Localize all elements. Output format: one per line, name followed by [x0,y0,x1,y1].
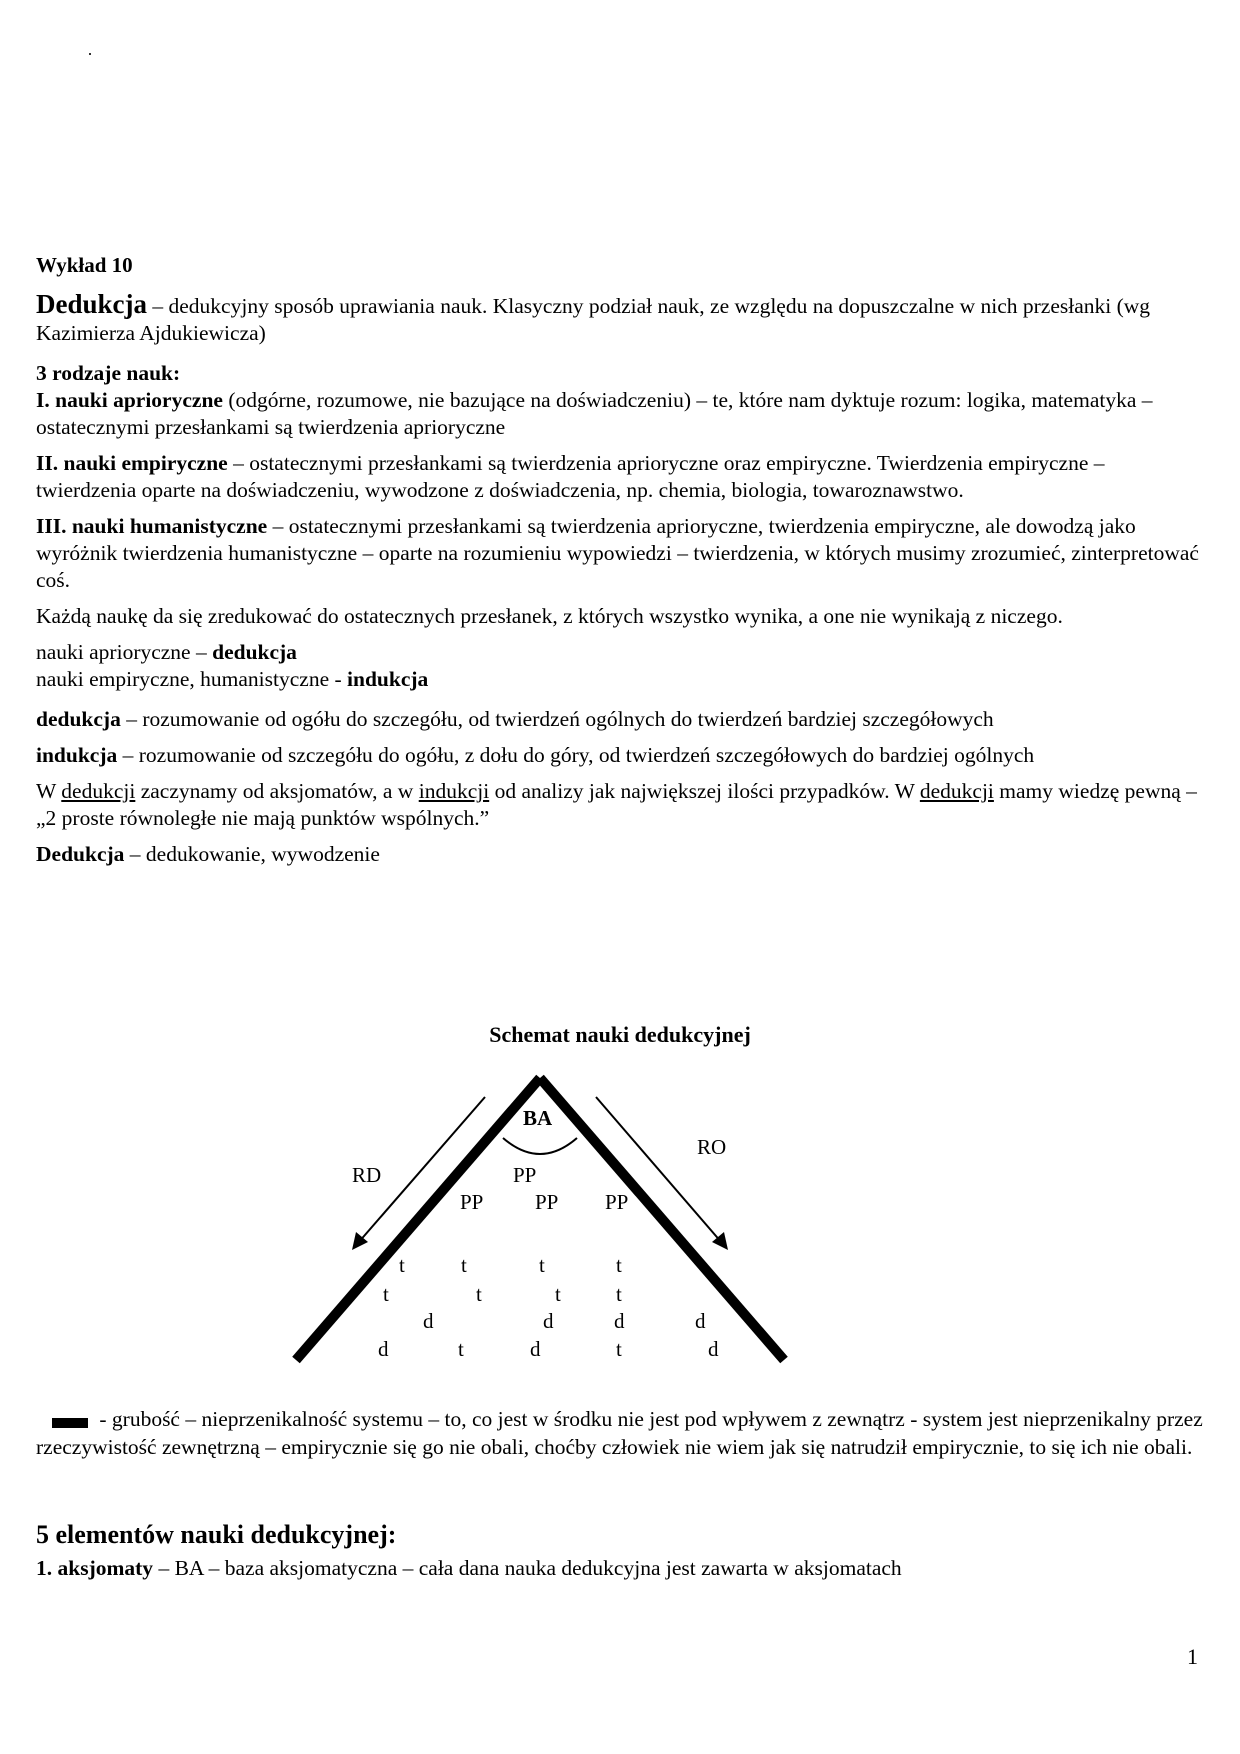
label-d: d [695,1309,706,1333]
label-pp: PP [460,1190,484,1214]
label-d: d [708,1337,719,1361]
label-t: t [555,1282,561,1306]
mapping-method: dedukcja [212,640,297,664]
definition-text: – dedukowanie, wywodzenie [124,842,380,866]
system-wall-right [540,1078,784,1360]
definition-term: dedukcja [36,707,121,731]
element-item-1 [36,1556,902,1581]
kind-text: – ostatecznymi przesłankami są twierdzenia aprioryczne oraz empiryczne. Twierdzenia empiryczne – twierdzenia oparte na doświadczeniu, wywodzone z doświadczenia, np. chemia, biologia, towaroznawstwo. [36,451,1105,502]
legend-paragraph [36,1405,1206,1461]
diagram-title: Schemat nauki dedukcyjnej [489,1022,751,1047]
definition-text: – rozumowanie od szczegółu do ogółu, z dołu do góry, od twierdzeń szczegółowych do bardziej ogólnych [117,743,1035,767]
text-run: zaczynamy od aksjomatów, a w [135,779,419,803]
text-run: od analizy jak największej ilości przypadków. W [489,779,920,803]
label-pp-top: PP [513,1163,537,1187]
lecture-title: Wykład 10 [36,253,133,277]
label-rd: RD [352,1163,382,1187]
label-t: t [616,1337,622,1361]
label-d: d [423,1309,434,1333]
kind-text: – ostatecznymi przesłankami są twierdzenia aprioryczne, twierdzenia empiryczne, ale dowodzą jako wyróżnik twierdzenia humanistyczne – oparte na rozumieniu wypowiedzi – twierdzenia, w których musimy zrozumieć, zinterpretować coś. [36,514,1199,592]
label-d: d [543,1309,554,1333]
label-t: t [458,1337,464,1361]
label-t: t [616,1253,622,1277]
text-run: mamy wiedzę pewną – „2 proste równoległe nie mają punktów wspólnych.” [36,779,1197,830]
text-run: W [36,779,62,803]
system-wall-left [296,1078,540,1360]
label-ba: BA [523,1106,553,1130]
label-t: t [461,1253,467,1277]
underlined-term: dedukcji [61,779,136,803]
intro-term: Dedukcja [36,289,148,319]
label-t: t [476,1282,482,1306]
mapping-prefix: nauki aprioryczne – [36,640,213,664]
label-d: d [614,1309,625,1333]
kind-label: II. nauki empiryczne [36,451,228,475]
element-text: – BA – baza aksjomatyczna – cała dana nauka dedukcyjna jest zawarta w aksjomatach [153,1556,902,1580]
page-number: 1 [1187,1644,1198,1669]
definition-term: indukcja [36,743,118,767]
label-d: d [378,1337,389,1361]
axiom-base-arc [503,1138,577,1154]
label-pp: PP [605,1190,629,1214]
intro-text: – dedukcyjny sposób uprawiania nauk. Klasyczny podział nauk, ze względu na dopuszczalne w nich przesłanki (wg Kazimierza Ajdukiewicza) [36,294,1151,345]
label-pp: PP [535,1190,559,1214]
label-t: t [399,1253,405,1277]
kind-label: I. nauki aprioryczne [36,388,223,412]
label-t: t [539,1253,545,1277]
element-label: 1. aksjomaty [36,1556,154,1580]
mapping-method: indukcja [347,667,429,691]
mapping-prefix: nauki empiryczne, humanistyczne - [36,667,348,691]
legend-text: - grubość – nieprzenikalność systemu – to, co jest w środku nie jest pod wpływem z zewnątrz - system jest nieprzenikalny przez rzeczywistość zewnętrzną – empirycznie się go nie obali, choćby człowiek nie wiem jak się natrudził empirycznie, to się ich nie obali. [36,1407,1203,1459]
underlined-term: dedukcji [919,779,994,803]
kinds-heading-text: 3 rodzaje nauk: [36,361,181,385]
label-d: d [530,1337,541,1361]
label-ro: RO [697,1135,727,1159]
thick-line-legend-icon [52,1418,88,1428]
kind-text: (odgórne, rozumowe, nie bazujące na doświadczeniu) – te, które nam dyktuje rozum: logika, matematyka – ostatecznymi przesłankami są twierdzenia aprioryczne [36,388,1153,439]
definition-term: Dedukcja [36,842,125,866]
definition-text: – rozumowanie od ogółu do szczegółu, od twierdzeń ogólnych do twierdzeń bardziej szczegółowych [120,707,994,731]
elements-heading: 5 elementów nauki dedukcyjnej: [36,1520,397,1549]
reduction-paragraph: Każdą naukę da się zredukować do ostatecznych przesłanek, z których wszystko wynika, a one nie wynikają z niczego. [36,604,1063,628]
label-t: t [616,1282,622,1306]
label-t: t [383,1282,389,1306]
kind-label: III. nauki humanistyczne [36,514,268,538]
underlined-term: indukcji [418,779,490,803]
